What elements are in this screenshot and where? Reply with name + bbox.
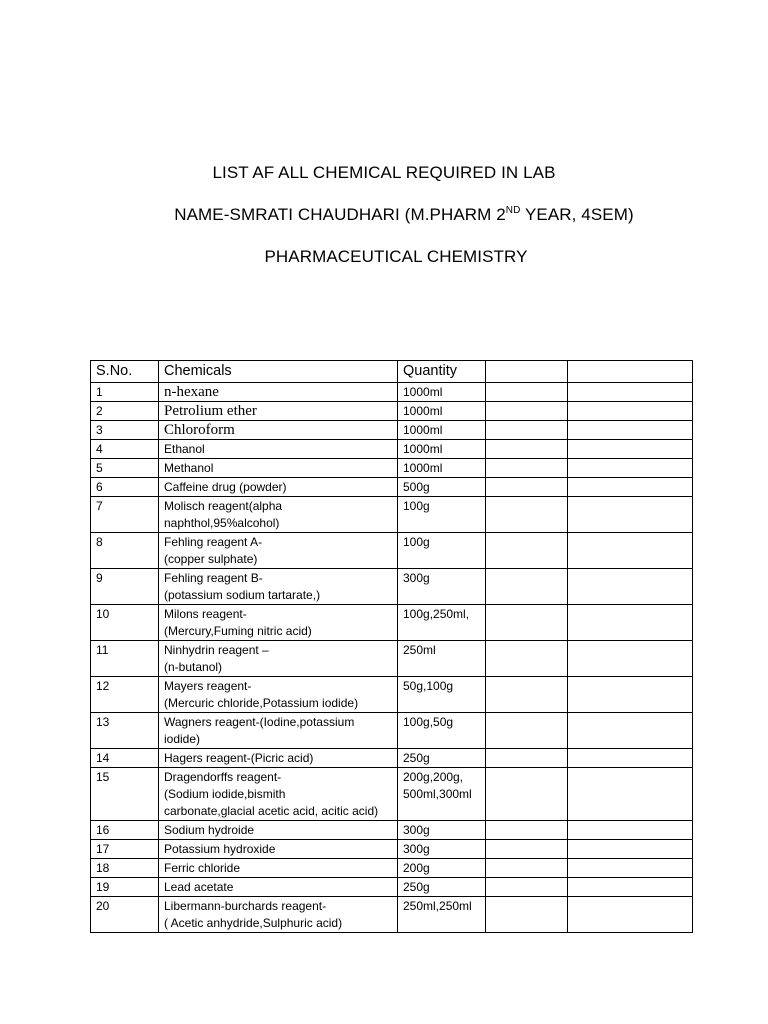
row-chemical	[159, 402, 398, 421]
row-chemical	[159, 878, 398, 897]
header-sno: S.No.	[91, 361, 159, 383]
chemical-line: Methanol	[164, 461, 214, 475]
chemical-line: Hagers reagent-(Picric acid)	[164, 751, 314, 765]
blank-cell	[486, 878, 568, 897]
row-quantity: 100g,250ml,	[398, 605, 486, 641]
row-sno: 6	[91, 478, 159, 497]
row-quantity: 100g	[398, 497, 486, 533]
row-quantity: 50g,100g	[398, 677, 486, 713]
blank-cell	[486, 641, 568, 677]
name-line	[20, 205, 768, 225]
chemical-line: (copper sulphate)	[164, 552, 258, 566]
quantity-line: 200g,200g,	[403, 770, 464, 784]
blank-cell	[568, 641, 693, 677]
row-quantity: 300g	[398, 821, 486, 840]
row-quantity: 1000ml	[398, 402, 486, 421]
row-quantity: 300g	[398, 569, 486, 605]
chemical-line: Chloroform	[164, 422, 235, 438]
table-row	[91, 840, 693, 859]
blank-cell	[486, 478, 568, 497]
row-sno: 13	[91, 713, 159, 749]
row-quantity: 300g	[398, 840, 486, 859]
row-chemical	[159, 497, 398, 533]
table-row	[91, 569, 693, 605]
table-row	[91, 897, 693, 933]
row-sno: 5	[91, 459, 159, 478]
row-quantity: 1000ml	[398, 440, 486, 459]
table-row	[91, 641, 693, 677]
row-chemical	[159, 749, 398, 768]
name-suffix: YEAR, 4SEM)	[520, 205, 634, 224]
subject-heading: PHARMACEUTICAL CHEMISTRY	[264, 247, 528, 266]
name-prefix: NAME-SMRATI CHAUDHARI (M.PHARM 2	[174, 205, 506, 224]
table-header-row	[91, 361, 693, 383]
table-row	[91, 768, 693, 821]
row-quantity	[398, 768, 486, 821]
chemical-line: Dragendorffs reagent-	[164, 770, 282, 784]
blank-cell	[568, 878, 693, 897]
chemical-line: naphthol,95%alcohol)	[164, 516, 280, 530]
table-row	[91, 459, 693, 478]
blank-cell	[568, 383, 693, 402]
blank-cell	[486, 859, 568, 878]
chemical-line: n-hexane	[164, 384, 219, 400]
chemical-line: Ethanol	[164, 442, 205, 456]
chemical-line: Ferric chloride	[164, 861, 241, 875]
table-row	[91, 421, 693, 440]
chemical-line: Fehling reagent A-	[164, 535, 263, 549]
table-row	[91, 713, 693, 749]
row-chemical	[159, 440, 398, 459]
table-row	[91, 478, 693, 497]
blank-cell	[568, 768, 693, 821]
row-sno: 9	[91, 569, 159, 605]
row-sno: 8	[91, 533, 159, 569]
blank-cell	[486, 605, 568, 641]
blank-cell	[486, 677, 568, 713]
chemical-line: carbonate,glacial acetic acid, acitic acid)	[164, 804, 379, 818]
chemical-line: ( Acetic anhydride,Sulphuric acid)	[164, 916, 343, 930]
row-quantity: 1000ml	[398, 383, 486, 402]
header-blank-2	[568, 361, 693, 383]
chemical-line: (Mercury,Fuming nitric acid)	[164, 624, 312, 638]
blank-cell	[486, 840, 568, 859]
table-row	[91, 605, 693, 641]
row-quantity: 250g	[398, 749, 486, 768]
row-quantity: 200g	[398, 859, 486, 878]
row-sno: 20	[91, 897, 159, 933]
table-row	[91, 533, 693, 569]
chemical-line: Petrolium ether	[164, 403, 257, 419]
chemical-line: Ninhydrin reagent –	[164, 643, 269, 657]
row-chemical	[159, 605, 398, 641]
blank-cell	[486, 421, 568, 440]
chemical-line: Molisch reagent(alpha	[164, 499, 283, 513]
document-title: LIST AF ALL CHEMICAL REQUIRED IN LAB	[212, 163, 556, 182]
blank-cell	[568, 533, 693, 569]
blank-cell	[486, 569, 568, 605]
table-row	[91, 821, 693, 840]
row-sno: 18	[91, 859, 159, 878]
row-sno: 10	[91, 605, 159, 641]
row-sno: 16	[91, 821, 159, 840]
row-sno: 1	[91, 383, 159, 402]
chemical-line: (Mercuric chloride,Potassium iodide)	[164, 696, 359, 710]
table-row	[91, 859, 693, 878]
blank-cell	[568, 440, 693, 459]
row-chemical	[159, 768, 398, 821]
row-chemical	[159, 821, 398, 840]
row-quantity: 250ml	[398, 641, 486, 677]
blank-cell	[486, 533, 568, 569]
row-chemical	[159, 459, 398, 478]
row-sno: 2	[91, 402, 159, 421]
row-sno: 15	[91, 768, 159, 821]
blank-cell	[568, 859, 693, 878]
blank-cell	[568, 478, 693, 497]
blank-cell	[486, 821, 568, 840]
row-quantity: 100g,50g	[398, 713, 486, 749]
chemical-line: Caffeine drug (powder)	[164, 480, 287, 494]
chemical-line: Lead acetate	[164, 880, 234, 894]
row-chemical	[159, 859, 398, 878]
row-chemical	[159, 713, 398, 749]
header-blank-1	[486, 361, 568, 383]
table-row	[91, 497, 693, 533]
chemical-line: (potassium sodium tartarate,)	[164, 588, 321, 602]
row-sno: 4	[91, 440, 159, 459]
blank-cell	[486, 713, 568, 749]
chemicals-table	[90, 360, 693, 933]
row-quantity: 1000ml	[398, 459, 486, 478]
blank-cell	[568, 402, 693, 421]
blank-cell	[568, 821, 693, 840]
row-sno: 7	[91, 497, 159, 533]
header-chemicals: Chemicals	[159, 361, 398, 383]
blank-cell	[568, 497, 693, 533]
row-quantity: 250g	[398, 878, 486, 897]
row-sno: 12	[91, 677, 159, 713]
table-row	[91, 878, 693, 897]
chemical-line: iodide)	[164, 732, 201, 746]
chemical-line: Milons reagent-	[164, 607, 247, 621]
row-chemical	[159, 478, 398, 497]
quantity-line: 500ml,300ml	[403, 787, 472, 801]
row-sno: 17	[91, 840, 159, 859]
row-sno: 11	[91, 641, 159, 677]
row-sno: 19	[91, 878, 159, 897]
table-row	[91, 749, 693, 768]
chemical-line: Libermann-burchards reagent-	[164, 899, 327, 913]
row-chemical	[159, 641, 398, 677]
table-row	[91, 383, 693, 402]
blank-cell	[568, 421, 693, 440]
chemical-line: (Sodium iodide,bismith	[164, 787, 286, 801]
blank-cell	[486, 440, 568, 459]
chemical-line: (n-butanol)	[164, 660, 223, 674]
blank-cell	[568, 459, 693, 478]
row-chemical	[159, 533, 398, 569]
blank-cell	[486, 897, 568, 933]
row-sno: 3	[91, 421, 159, 440]
chemical-line: Mayers reagent-	[164, 679, 252, 693]
blank-cell	[486, 402, 568, 421]
row-chemical	[159, 840, 398, 859]
blank-cell	[568, 897, 693, 933]
blank-cell	[486, 749, 568, 768]
chemical-line: Wagners reagent-(Iodine,potassium	[164, 715, 355, 729]
chemical-line: Sodium hydroide	[164, 823, 255, 837]
row-quantity: 500g	[398, 478, 486, 497]
chemical-line: Fehling reagent B-	[164, 571, 263, 585]
blank-cell	[568, 569, 693, 605]
row-sno: 14	[91, 749, 159, 768]
blank-cell	[568, 677, 693, 713]
blank-cell	[486, 383, 568, 402]
row-chemical	[159, 383, 398, 402]
blank-cell	[568, 713, 693, 749]
chemicals-table-body	[91, 361, 693, 933]
blank-cell	[568, 749, 693, 768]
name-superscript: ND	[505, 205, 521, 216]
table-row	[91, 402, 693, 421]
blank-cell	[568, 605, 693, 641]
blank-cell	[486, 459, 568, 478]
row-quantity: 100g	[398, 533, 486, 569]
chemical-line: Potassium hydroxide	[164, 842, 276, 856]
table-row	[91, 677, 693, 713]
row-chemical	[159, 897, 398, 933]
row-quantity: 250ml,250ml	[398, 897, 486, 933]
row-chemical	[159, 421, 398, 440]
row-chemical	[159, 677, 398, 713]
header-quantity: Quantity	[398, 361, 486, 383]
blank-cell	[486, 768, 568, 821]
table-row	[91, 440, 693, 459]
row-quantity: 1000ml	[398, 421, 486, 440]
row-chemical	[159, 569, 398, 605]
blank-cell	[568, 840, 693, 859]
blank-cell	[486, 497, 568, 533]
